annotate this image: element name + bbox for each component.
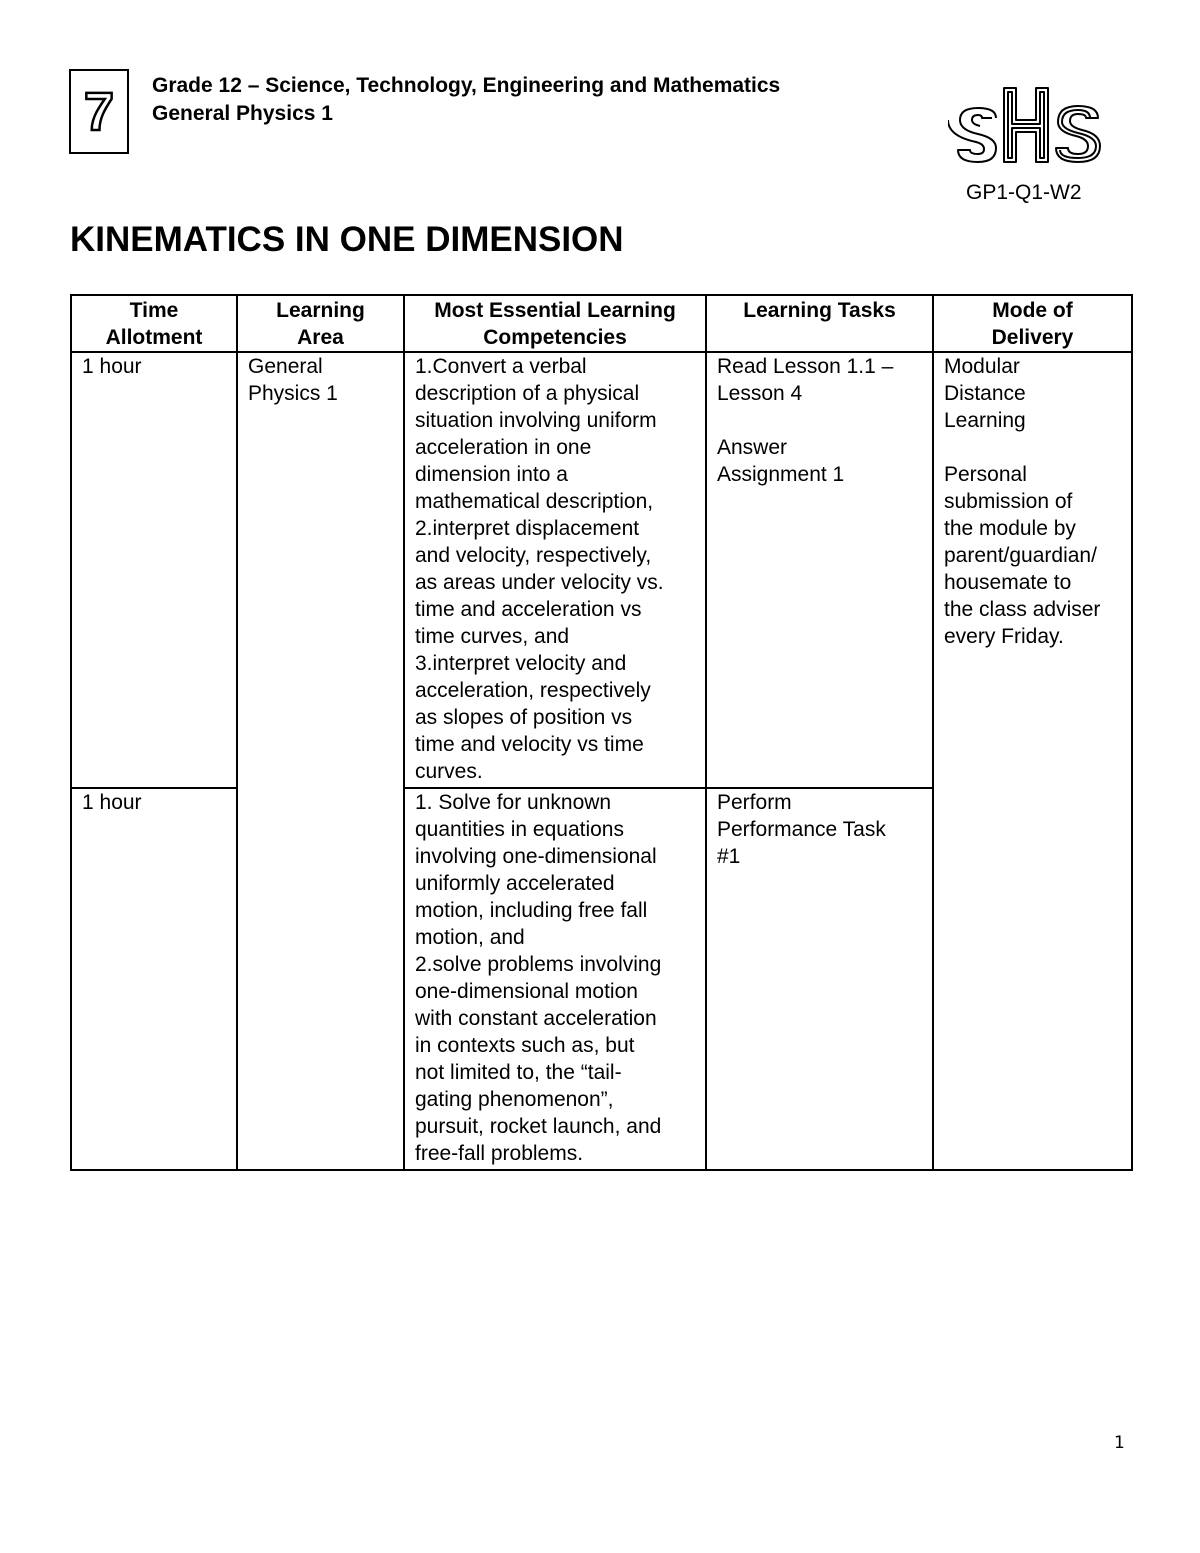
column-header-learning-area: Learning Area [237, 295, 404, 352]
page-number: 1 [1114, 1433, 1125, 1453]
page-title: KINEMATICS IN ONE DIMENSION [70, 220, 624, 259]
column-header-mode-of-delivery: Mode of Delivery [933, 295, 1132, 352]
competencies-cell: 1.Convert a verbal description of a physical situation involving uniform acceleration in one dimension into a mathematical description, 2.interpret displacement and velocity, respectively, as areas under velocity vs. time and acceleration vs time curves, and 3.interpret velocity and acceleration, respectively as slopes of position vs time and velocity vs time curves. [404, 352, 706, 788]
column-header-competencies: Most Essential Learning Competencies [404, 295, 706, 352]
shs-logo [948, 84, 1104, 166]
header-subject-line: Grade 12 – Science, Technology, Engineering and Mathematics [152, 74, 781, 97]
learning-tasks-cell: Read Lesson 1.1 – Lesson 4 Answer Assignment 1 [706, 352, 933, 788]
time-allotment-cell: 1 hour [71, 352, 237, 788]
time-allotment-cell: 1 hour [71, 788, 237, 1170]
grade-badge-number: 7 [83, 81, 115, 142]
column-header-learning-tasks: Learning Tasks [706, 295, 933, 352]
table-row [71, 352, 1132, 788]
shs-logo-text: SHS [948, 84, 951, 85]
document-code: GP1-Q1-W2 [966, 181, 1082, 204]
learning-area-cell: General Physics 1 [237, 352, 404, 1170]
competencies-cell: 1. Solve for unknown quantities in equations involving one-dimensional uniformly accelerated motion, including free fall motion, and 2.solve problems involving one-dimensional motion with constant acceleration in contexts such as, but not limited to, the “tail- gating phenomenon”, pursuit, rocket launch, and free-fall problems. [404, 788, 706, 1170]
table-header-row [71, 295, 1132, 352]
learning-plan-table [70, 294, 1133, 1171]
column-header-time-allotment: Time Allotment [71, 295, 237, 352]
mode-of-delivery-cell: Modular Distance Learning Personal submission of the module by parent/guardian/ housemate to the class adviser every Friday. [933, 352, 1132, 1170]
learning-tasks-cell: Perform Performance Task #1 [706, 788, 933, 1170]
grade-badge [69, 69, 129, 154]
header-course-line: General Physics 1 [152, 102, 333, 125]
